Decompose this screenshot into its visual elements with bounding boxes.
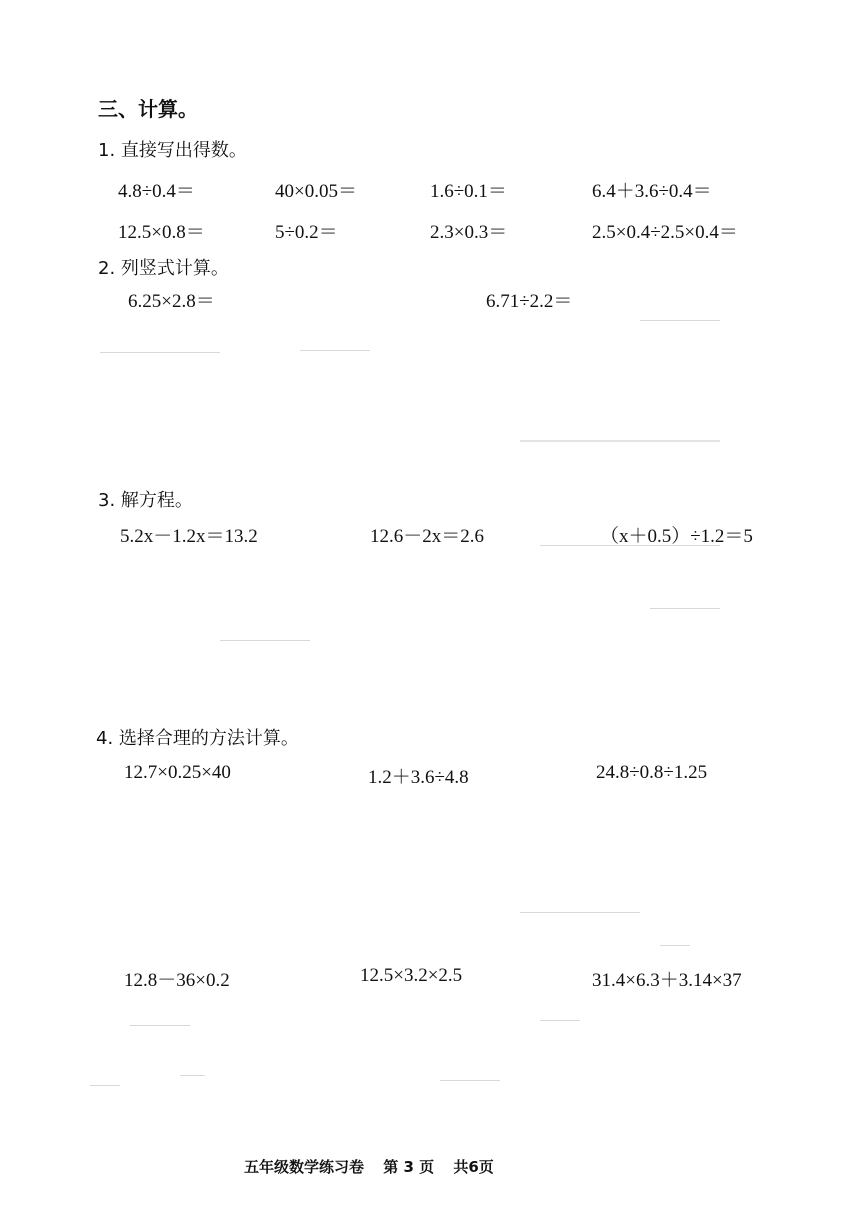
scan-artifact <box>130 1025 190 1026</box>
scan-artifact <box>100 352 220 353</box>
page-footer <box>244 1156 494 1177</box>
q4-item: 31.4×6.3＋3.14×37 <box>592 970 742 991</box>
scan-artifact <box>220 640 310 641</box>
q1-title: 1. 直接写出得数。 <box>98 140 247 161</box>
q1-item: 1.6÷0.1＝ <box>430 181 507 202</box>
q4-item: 1.2＋3.6÷4.8 <box>368 767 469 788</box>
q2-item: 6.71÷2.2＝ <box>486 291 573 312</box>
q2-item: 6.25×2.8＝ <box>128 291 215 312</box>
q1-item: 6.4＋3.6÷0.4＝ <box>592 181 712 202</box>
footer-total-pages: 共6页 <box>453 1158 494 1176</box>
scan-artifact <box>440 1080 500 1081</box>
q1-item: 40×0.05＝ <box>275 181 357 202</box>
q4-item: 24.8÷0.8÷1.25 <box>596 762 708 783</box>
q2-title: 2. 列竖式计算。 <box>98 258 229 279</box>
scan-artifact <box>650 608 720 609</box>
section-title: 三、计算。 <box>98 97 198 121</box>
q4-item: 12.5×3.2×2.5 <box>360 965 463 986</box>
q1-item: 4.8÷0.4＝ <box>118 181 195 202</box>
q3-item: 12.6－2x＝2.6 <box>370 526 485 547</box>
q4-title: 4. 选择合理的方法计算。 <box>96 728 299 749</box>
q1-item: 5÷0.2＝ <box>275 222 338 243</box>
footer-page-number: 第 3 页 <box>383 1158 435 1176</box>
q4-item: 12.8－36×0.2 <box>124 970 230 991</box>
q3-item: 5.2x－1.2x＝13.2 <box>120 526 258 547</box>
scan-artifact <box>520 912 640 913</box>
q1-item: 2.3×0.3＝ <box>430 222 508 243</box>
scan-artifact <box>300 350 370 351</box>
q1-item: 2.5×0.4÷2.5×0.4＝ <box>592 222 738 243</box>
scan-artifact <box>540 1020 580 1021</box>
q3-item: （x＋0.5）÷1.2＝5 <box>600 526 753 547</box>
q3-title: 3. 解方程。 <box>98 490 193 511</box>
q4-item: 12.7×0.25×40 <box>124 762 231 783</box>
scan-artifact <box>640 320 720 321</box>
scan-artifact <box>520 440 720 442</box>
footer-title: 五年级数学练习卷 <box>244 1158 365 1176</box>
scan-artifact <box>180 1075 205 1076</box>
scan-artifact <box>90 1085 120 1086</box>
scan-artifact <box>660 945 690 946</box>
q1-item: 12.5×0.8＝ <box>118 222 205 243</box>
